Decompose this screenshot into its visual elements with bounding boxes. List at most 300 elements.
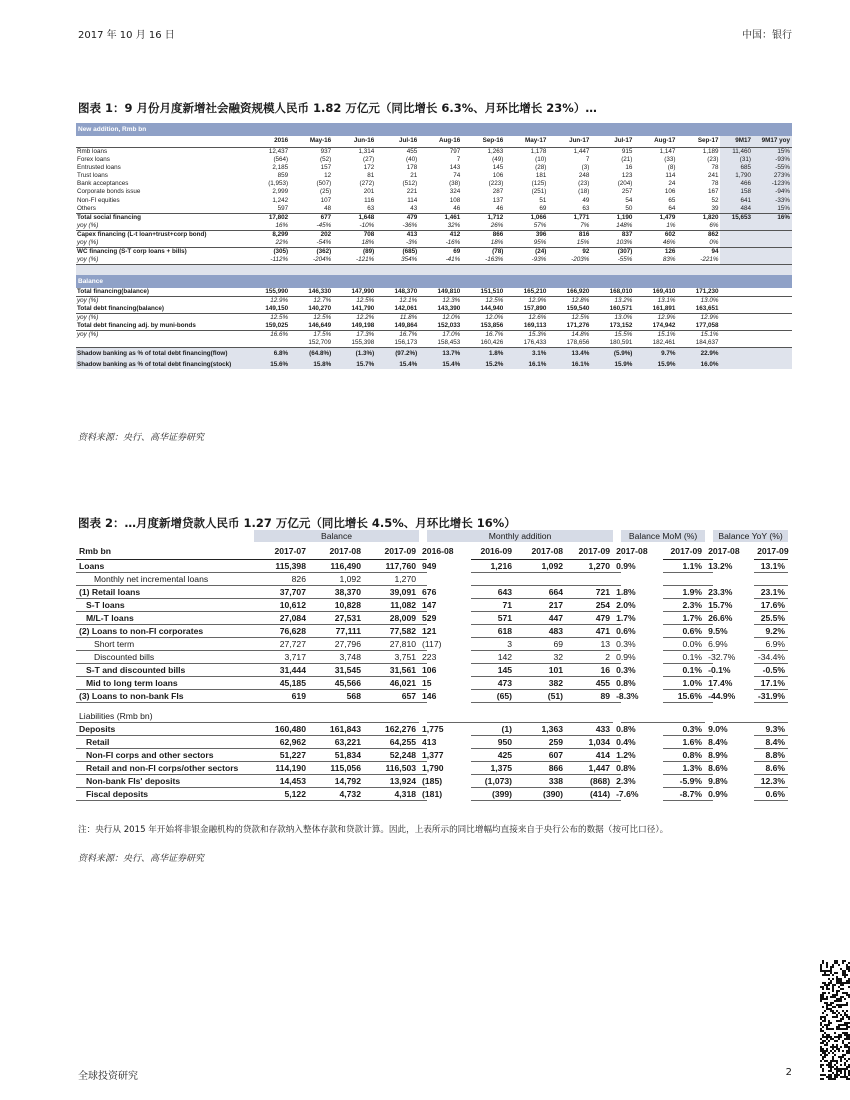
table-cell: 473 (471, 676, 515, 689)
table-cell: 571 (471, 611, 515, 624)
table-cell: 149,810 (419, 288, 462, 297)
row-label: Total financing(balance) (76, 288, 252, 297)
table-cell: (868) (566, 775, 613, 788)
table-cell: 146 (419, 689, 427, 702)
table-cell (566, 710, 613, 723)
table-cell: 182,461 (634, 339, 677, 348)
table-cell: -112% (252, 256, 290, 265)
table-cell: 721 (566, 585, 613, 598)
table-cell: 14.8% (571, 330, 590, 338)
table-row (76, 213, 792, 222)
table-cell: -33% (753, 196, 792, 204)
table-row (76, 247, 792, 256)
table-row (76, 188, 792, 196)
table-cell (471, 710, 515, 723)
table-cell (663, 572, 705, 585)
table-cell: 141,790 (333, 305, 376, 314)
table-cell: 241 (707, 171, 719, 179)
table-cell: 201 (363, 188, 375, 196)
table-cell: 149,150 (252, 305, 290, 314)
table-cell: 153,856 (462, 322, 505, 331)
table-cell: 664 (515, 585, 566, 598)
table-cell: 4,732 (309, 788, 364, 801)
table-cell: 63 (333, 205, 376, 214)
table-cell: 13.2% (614, 296, 633, 304)
table-cell: (31) (720, 156, 753, 164)
table-cell: 273% (753, 172, 792, 180)
table-cell: 1,147 (659, 147, 676, 155)
report-date: 2017 年 10 月 16 日 (78, 30, 175, 41)
table-cell: 152,033 (419, 322, 462, 331)
table-cell: 106 (664, 188, 676, 196)
table-cell: 46% (634, 239, 677, 248)
sector-label: 中国：银行 (742, 30, 792, 41)
table-cell: 797 (449, 147, 461, 155)
table-cell: 121 (419, 624, 427, 637)
table-cell: 254 (566, 598, 613, 611)
table-cell: 1,092 (515, 559, 566, 572)
row-label: Others (76, 205, 252, 214)
table-cell: (1,073) (471, 775, 515, 788)
table-cell: 455 (406, 147, 418, 155)
table-cell: -123% (753, 180, 792, 188)
table-cell: -93% (753, 156, 792, 164)
table-cell: 159,025 (252, 322, 290, 331)
table-cell: 7 (456, 155, 461, 163)
table-cell: 382 (515, 676, 566, 689)
column-header: 2017-09 (663, 542, 705, 559)
table-cell: 1.0% (663, 676, 705, 689)
table-cell: 447 (515, 611, 566, 624)
table-cell: 568 (309, 689, 364, 702)
table-row (76, 313, 792, 322)
table-cell: -16% (419, 239, 462, 248)
table-cell: 433 (566, 723, 613, 736)
column-header: 2016-08 (419, 542, 427, 559)
table-cell (566, 572, 613, 585)
table-cell: 18% (462, 239, 505, 248)
table-cell: 15% (548, 239, 591, 248)
table-cell: 16.6% (270, 330, 289, 338)
table-cell: 16 (625, 163, 633, 171)
table-cell: 3,748 (309, 650, 364, 663)
table-cell: 63,221 (309, 736, 364, 749)
table-cell (252, 339, 290, 348)
table-cell: 859 (277, 171, 289, 179)
table-cell: 145 (492, 163, 504, 171)
page-footer (78, 1067, 792, 1083)
row-label: M/L-T loans (76, 611, 254, 624)
table-cell: -31.9% (754, 689, 788, 702)
table-cell: 51 (539, 196, 547, 204)
table-cell: (97.2%) (395, 350, 418, 358)
table-cell: -45% (290, 222, 333, 231)
row-label: Monthly net incremental loans (76, 572, 254, 585)
table-cell: 12.5% (356, 296, 375, 304)
row-label: (3) Loans to non-bank FIs (76, 689, 254, 702)
table-cell: 12.2% (356, 313, 375, 321)
table-cell: 12.9% (657, 313, 676, 321)
table-cell: -10% (333, 222, 376, 231)
table-cell: 1.3% (663, 762, 705, 775)
table-cell (753, 239, 792, 248)
table-cell: (1.3%) (355, 350, 375, 358)
table-cell: 0.9% (705, 788, 713, 801)
table-cell: -163% (462, 256, 505, 265)
table-cell: 166,920 (548, 288, 591, 297)
table-cell (720, 305, 753, 314)
table-cell (753, 330, 792, 339)
table-cell: 17.5% (313, 330, 332, 338)
row-label: Fiscal deposits (76, 788, 254, 801)
table-cell: -44.9% (705, 689, 713, 702)
table-cell: 155,398 (333, 339, 376, 348)
table-cell: 248 (578, 171, 590, 179)
table-cell: 1,190 (616, 213, 633, 221)
table-cell: 163,651 (677, 305, 720, 314)
table-cell: 9.8% (705, 775, 713, 788)
table-cell: (5.9%) (613, 350, 633, 358)
table-cell (663, 710, 705, 723)
table-cell: 12,437 (268, 147, 289, 155)
table-cell: 1,447 (573, 147, 590, 155)
table-row (76, 288, 792, 297)
table-cell: 162,276 (364, 723, 419, 736)
table-cell: 1,648 (358, 213, 375, 221)
table-cell: 13.1% (754, 559, 788, 572)
table-cell: 685 (720, 164, 753, 172)
row-label: Retail and non-FI corps/other sectors (76, 762, 254, 775)
table-cell: 16% (252, 222, 290, 231)
table-row (76, 559, 788, 572)
table-cell: -93% (505, 256, 548, 265)
table-cell: 641 (720, 196, 753, 204)
column-header: 9M17 yoy (753, 136, 792, 147)
table-cell (720, 239, 753, 248)
table-cell: 12.6% (528, 313, 547, 321)
column-header: Sep-16 (462, 136, 505, 147)
table-cell: 8.4% (754, 736, 788, 749)
table-cell: 25.5% (754, 611, 788, 624)
table-cell: 69 (515, 637, 566, 650)
table-cell: 114,190 (254, 762, 309, 775)
table-cell: -0.1% (705, 663, 713, 676)
table-cell: 116,503 (364, 762, 419, 775)
table-cell: 1% (634, 222, 677, 231)
column-header: May-17 (505, 136, 548, 147)
column-gap (427, 676, 471, 689)
column-header: Aug-16 (419, 136, 462, 147)
table-cell: 178,656 (548, 339, 591, 348)
table-cell: 156,173 (376, 339, 419, 348)
figure-1-source: 资料来源：央行、高华证券研究 (78, 433, 205, 443)
table-cell: 1,461 (444, 213, 461, 221)
table-cell: 529 (419, 611, 427, 624)
table-cell: (685) (402, 247, 418, 255)
table-cell (720, 339, 753, 348)
row-label: yoy (%) (76, 222, 252, 231)
table-cell: 46,021 (364, 676, 419, 689)
table-cell: -55% (753, 164, 792, 172)
table-cell: 950 (471, 736, 515, 749)
table-cell: 160,480 (254, 723, 309, 736)
table-cell: 45,185 (254, 676, 309, 689)
table-cell: (507) (316, 180, 332, 188)
table-cell: 12.9% (700, 313, 719, 321)
table-cell: 0.3% (613, 663, 621, 676)
table-cell: 3,717 (254, 650, 309, 663)
table-cell: 146,649 (290, 322, 333, 331)
table-cell: 51,227 (254, 749, 309, 762)
table-cell: 0.8% (613, 762, 621, 775)
table-cell: (204) (617, 180, 633, 188)
table-cell (713, 710, 754, 723)
table-cell: 49 (582, 196, 590, 204)
table-cell: 52 (711, 196, 719, 204)
table-cell: 1.7% (613, 611, 621, 624)
column-header: Jun-16 (333, 136, 376, 147)
table-cell: 152,709 (290, 339, 333, 348)
table-cell: -41% (419, 256, 462, 265)
table-cell: 52,248 (364, 749, 419, 762)
table-cell: 0.6% (754, 788, 788, 801)
table-cell: (117) (419, 637, 427, 650)
row-label: Non-FI equities (77, 196, 120, 204)
table-cell: 10,828 (309, 598, 364, 611)
table-cell: 425 (471, 749, 515, 762)
table-cell: 28,009 (364, 611, 419, 624)
table-cell: 15.5% (614, 330, 633, 338)
table-row (76, 222, 792, 231)
table-cell: 12.5% (485, 296, 504, 304)
table-cell: 2,999 (272, 188, 289, 196)
table-cell: 15.9% (614, 361, 633, 369)
loans-deposits-table (76, 530, 788, 801)
table-cell: (27) (363, 155, 375, 163)
table-cell: 455 (566, 676, 613, 689)
table-row (76, 650, 788, 663)
table-row (76, 205, 792, 214)
table-row (76, 256, 792, 265)
column-header: Sep-17 (677, 136, 720, 147)
table-cell: 484 (720, 205, 753, 214)
table-cell: 31,545 (309, 663, 364, 676)
table-cell: 12.3% (442, 296, 461, 304)
table-cell: 619 (254, 689, 309, 702)
table-cell: 15.8% (313, 361, 332, 369)
row-label (76, 339, 252, 348)
table-cell: (28) (535, 163, 547, 171)
row-label: Corporate bonds issue (77, 188, 141, 196)
table-cell: 466 (720, 180, 753, 188)
figure-1-table (76, 123, 792, 369)
table-cell: 13.0% (700, 296, 719, 304)
table-cell: 1.8% (613, 585, 621, 598)
table-cell: 147,990 (333, 288, 376, 297)
table-cell: 71 (471, 598, 515, 611)
table-cell (753, 347, 792, 358)
spacer-row (76, 702, 788, 710)
balance-table (76, 288, 792, 370)
table-cell (720, 358, 753, 369)
table-cell: (399) (471, 788, 515, 801)
table-cell: 173,152 (591, 322, 634, 331)
table-cell: 51,834 (309, 749, 364, 762)
table-cell: 0.3% (663, 723, 705, 736)
table-cell: 18% (333, 239, 376, 248)
table-cell: 287 (492, 188, 504, 196)
table-cell: 64,255 (364, 736, 419, 749)
table-cell: (414) (566, 788, 613, 801)
row-label: yoy (%) (76, 239, 252, 248)
table-cell: 155,990 (252, 288, 290, 297)
table-cell: 11,460 (720, 147, 753, 156)
table-cell: 483 (515, 624, 566, 637)
table-cell (471, 572, 515, 585)
table-cell: 221 (406, 188, 418, 196)
table-cell: 1.2% (613, 749, 621, 762)
table-cell: 13.1% (657, 296, 676, 304)
table-cell: (3) (581, 163, 590, 171)
table-cell: 137 (492, 196, 504, 204)
table-cell: 158 (720, 188, 753, 196)
table-cell: 14,453 (254, 775, 309, 788)
table-cell (720, 313, 753, 322)
table-cell: (65) (471, 689, 515, 702)
table-cell: (24) (535, 247, 547, 255)
table-cell: 115,056 (309, 762, 364, 775)
table-cell (720, 247, 753, 256)
table-cell: 17,802 (268, 213, 289, 221)
table-cell: 6% (677, 222, 720, 231)
table-cell: 83% (634, 256, 677, 265)
row-label: Mid to long term loans (76, 676, 254, 689)
table-cell: 63 (548, 205, 591, 214)
table-cell: 677 (320, 213, 332, 221)
column-header-row (76, 136, 792, 147)
table-row (76, 339, 792, 348)
table-cell: 69 (505, 205, 548, 214)
row-label: yoy (%) (77, 296, 99, 304)
table-cell: 12.7% (313, 296, 332, 304)
table-row (76, 585, 788, 598)
table-cell (753, 247, 792, 256)
column-header: 2017-09 (754, 542, 788, 559)
table-row (76, 788, 788, 801)
table-cell: 2.3% (613, 775, 621, 788)
column-header: 2017-09 (364, 542, 419, 559)
table-cell (254, 710, 309, 723)
table-cell: 3,751 (364, 650, 419, 663)
table-cell: 0.4% (613, 736, 621, 749)
row-label: Total debt financing(balance) (76, 305, 252, 314)
table-cell: 15.2% (485, 361, 504, 369)
liabilities-header: Liabilities (Rmb bn) (76, 710, 254, 723)
table-row (76, 598, 788, 611)
table-cell: 1.7% (663, 611, 705, 624)
table-cell: 597 (252, 205, 290, 214)
table-cell: 17.6% (754, 598, 788, 611)
table-cell: 171,230 (677, 288, 720, 297)
table-cell (720, 222, 753, 231)
column-header: 2017-07 (254, 542, 309, 559)
table-cell: 12.9% (528, 296, 547, 304)
table-cell: 1,034 (566, 736, 613, 749)
table-cell: 32 (515, 650, 566, 663)
table-cell: 48 (290, 205, 333, 214)
table-cell: 43 (376, 205, 419, 214)
row-label: yoy (%) (76, 256, 252, 265)
table-cell: 2.3% (663, 598, 705, 611)
figure-2-note: 注：央行从 2015 年开始将非银金融机构的贷款和存款纳入整体存款和贷款计算。因此，上表所示的同比增幅均直接来自于央行公布的数据（按可比口径）。 (78, 825, 669, 835)
table-row (76, 330, 792, 339)
table-cell: 12.0% (442, 313, 461, 321)
table-cell: 27,727 (254, 637, 309, 650)
table-cell: 143,390 (419, 305, 462, 314)
table-cell: 1.8% (488, 350, 504, 358)
table-cell: 149,864 (376, 322, 419, 331)
table-cell: 142 (471, 650, 515, 663)
table-cell: 117,760 (364, 559, 419, 572)
table-cell: 479 (406, 213, 418, 221)
table-cell: 27,531 (309, 611, 364, 624)
table-cell: 147 (419, 598, 427, 611)
table-cell: 1,092 (309, 572, 364, 585)
table-cell: -3% (376, 239, 419, 248)
table-cell: 16 (566, 663, 613, 676)
table-cell: 618 (471, 624, 515, 637)
column-header: 2017-08 (705, 542, 713, 559)
table-cell: (305) (273, 247, 289, 255)
table-cell: (1,953) (268, 180, 289, 188)
table-cell: 6.9% (754, 637, 788, 650)
table-cell: (18) (578, 188, 590, 196)
table-cell: 39,091 (364, 585, 419, 598)
table-cell: 1,363 (515, 723, 566, 736)
table-cell: 0.9% (613, 650, 621, 663)
table-cell: 1.6% (663, 736, 705, 749)
table-cell (753, 322, 792, 331)
shadow-banking-row (76, 347, 792, 358)
table-cell (753, 288, 792, 297)
group-balance: Balance (254, 530, 419, 542)
table-cell: (512) (402, 180, 418, 188)
table-row (76, 762, 788, 775)
table-cell: 11.8% (399, 313, 418, 321)
table-cell (753, 256, 792, 265)
table-cell: (223) (488, 180, 504, 188)
row-label: S-T and discounted bills (76, 663, 254, 676)
spacer-band (76, 265, 792, 275)
table-cell (720, 347, 753, 358)
table-cell: 607 (515, 749, 566, 762)
table-cell: 171,276 (548, 322, 591, 331)
table-row (76, 676, 788, 689)
row-label: S-T loans (76, 598, 254, 611)
table-cell: 16.1% (528, 361, 547, 369)
table-cell: 69 (453, 247, 461, 255)
table-cell: 643 (471, 585, 515, 598)
table-row (76, 305, 792, 314)
row-label: Retail (76, 736, 254, 749)
table-cell: 140,270 (290, 305, 333, 314)
table-cell: 826 (254, 572, 309, 585)
table-cell: 1,242 (272, 196, 289, 204)
table-cell: 1,712 (487, 213, 504, 221)
table-cell: 23.3% (705, 585, 713, 598)
table-cell: (89) (363, 247, 375, 255)
table-cell: 1,479 (659, 213, 676, 221)
